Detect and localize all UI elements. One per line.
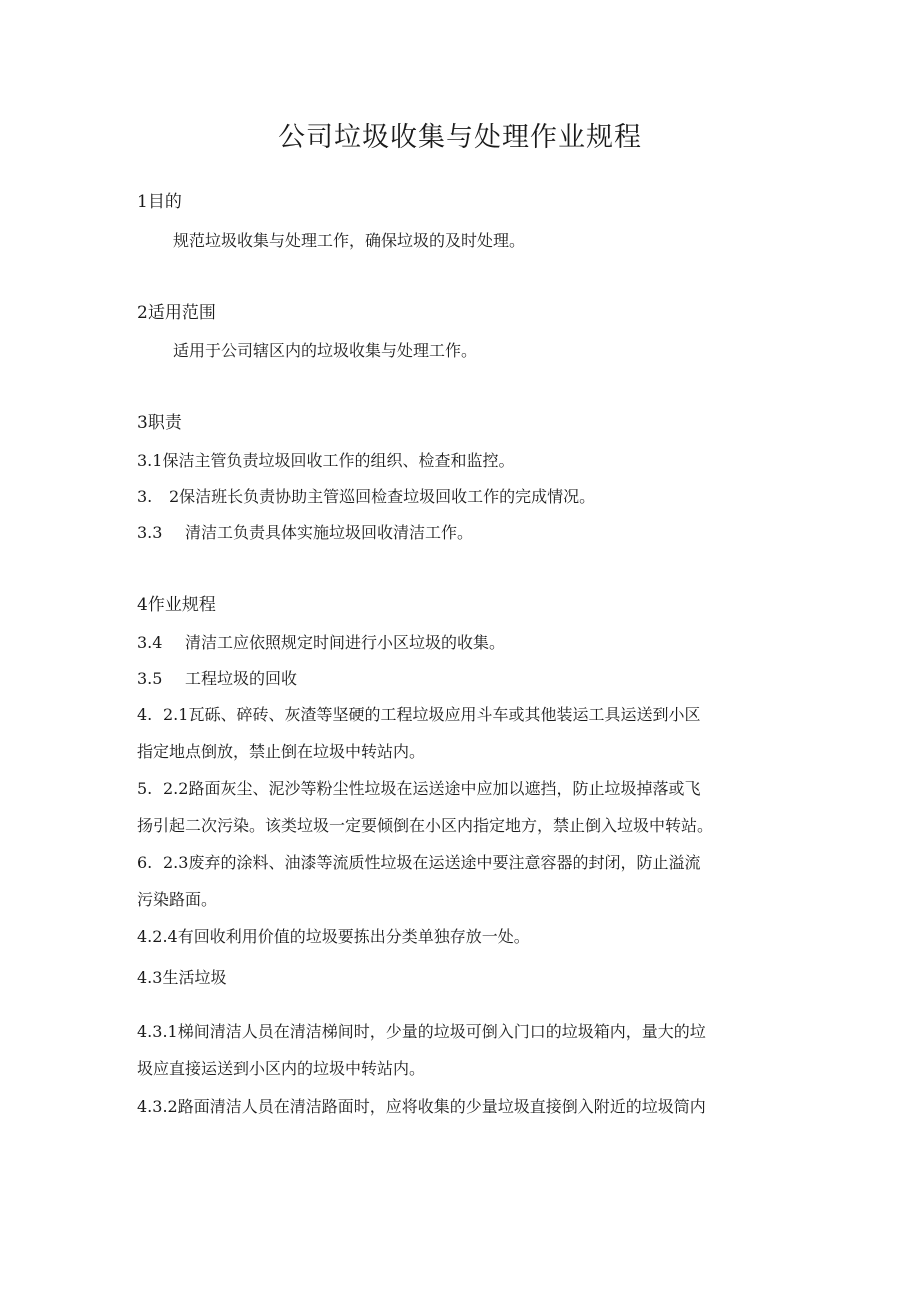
- section-1-body: 规范垃圾收集与处理工作，确保垃圾的及时处理。: [173, 231, 526, 250]
- item-6-number: 6.: [137, 853, 153, 872]
- item-3-4: [137, 631, 787, 655]
- section-4-heading: 4作业规程: [137, 595, 216, 615]
- item-3-2-text: 2保洁班长负责协助主管巡回检查垃圾回收工作的完成情况。: [169, 487, 596, 506]
- item-3-4-number: 3.4: [137, 633, 163, 652]
- item-6-line-1: [137, 851, 787, 875]
- document-title: 公司垃圾收集与处理作业规程: [278, 122, 642, 153]
- item-3-3-text: 清洁工负责具体实施垃圾回收清洁工作。: [185, 523, 474, 542]
- item-4-3-2-line-1: 4.3.2路面清洁人员在清洁路面时，应将收集的少量垃圾直接倒入附近的垃圾筒内: [137, 1097, 706, 1116]
- item-6-line-2: 污染路面。: [137, 890, 218, 909]
- item-3-2-number: 3.: [137, 487, 153, 506]
- item-5-line-2: 扬引起二次污染。该类垃圾一定要倾倒在小区内指定地方，禁止倒入垃圾中转站。: [137, 816, 714, 835]
- item-3-3: [137, 521, 787, 545]
- section-1-heading: 1目的: [137, 192, 182, 212]
- item-5-text-1: 2.2路面灰尘、泥沙等粉尘性垃圾在运送途中应加以遮挡，防止垃圾掉落或飞: [163, 779, 701, 798]
- item-3-2: [137, 485, 787, 509]
- item-5-number: 5.: [137, 779, 153, 798]
- item-3-1: 3.1保洁主管负责垃圾回收工作的组织、检查和监控。: [137, 451, 515, 470]
- item-5-line-1: [137, 777, 787, 801]
- item-4-2-4: 4.2.4有回收利用价值的垃圾要拣出分类单独存放一处。: [137, 927, 530, 946]
- item-3-5-number: 3.5: [137, 669, 163, 688]
- item-4-3-1-line-1: 4.3.1梯间清洁人员在清洁梯间时，少量的垃圾可倒入门口的垃圾箱内，量大的垃: [137, 1022, 706, 1041]
- item-4-line-2: 指定地点倒放，禁止倒在垃圾中转站内。: [137, 742, 426, 761]
- item-4-3-1-line-2: 圾应直接运送到小区内的垃圾中转站内。: [137, 1059, 426, 1078]
- item-4-3: 4.3生活垃圾: [137, 968, 227, 987]
- item-3-3-number: 3.3: [137, 523, 163, 542]
- item-3-4-text: 清洁工应依照规定时间进行小区垃圾的收集。: [185, 633, 506, 652]
- item-3-5-text: 工程垃圾的回收: [185, 669, 298, 688]
- item-3-5: [137, 667, 787, 691]
- item-4-number: 4.: [137, 705, 153, 724]
- item-4-line-1: [137, 703, 787, 727]
- item-4-text-1: 2.1瓦砾、碎砖、灰渣等坚硬的工程垃圾应用斗车或其他装运工具运送到小区: [163, 705, 701, 724]
- item-6-text-1: 2.3废弃的涂料、油漆等流质性垃圾在运送途中要注意容器的封闭，防止溢流: [163, 853, 701, 872]
- section-2-heading: 2适用范围: [137, 303, 216, 323]
- section-2-body: 适用于公司辖区内的垃圾收集与处理工作。: [173, 341, 478, 360]
- section-3-heading: 3职责: [137, 413, 182, 433]
